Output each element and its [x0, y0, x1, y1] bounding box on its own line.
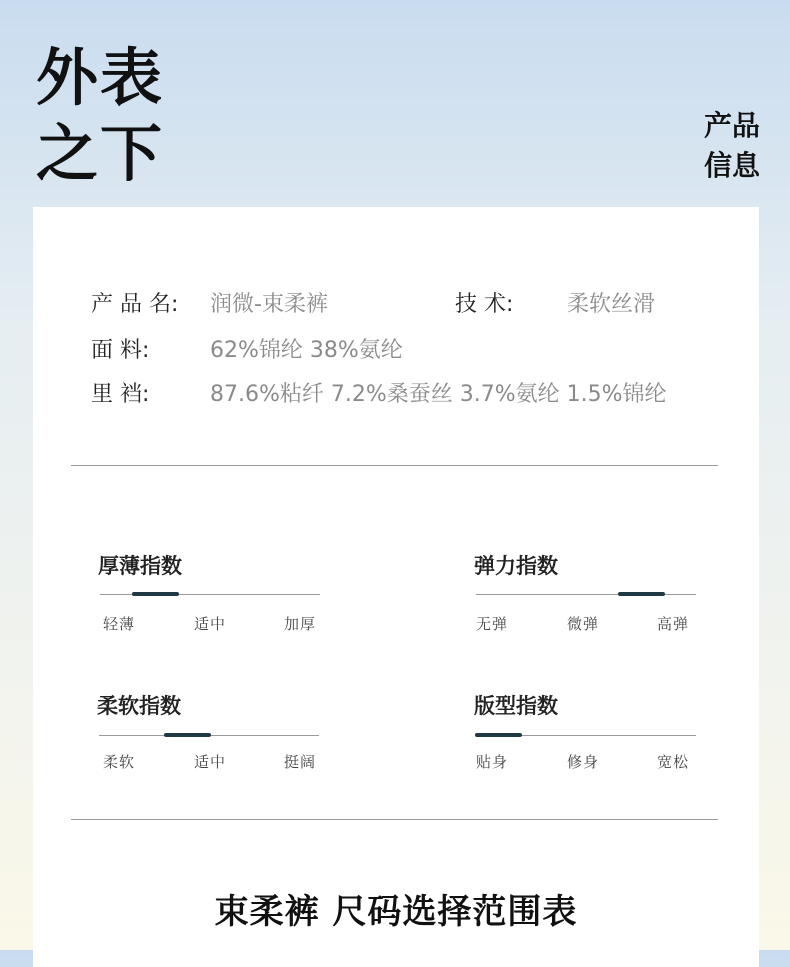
fit-index-marker — [475, 733, 522, 737]
divider-bottom — [71, 819, 718, 820]
softness-tick-medium: 适中 — [194, 753, 227, 771]
product-name-label: 产 品 名: — [91, 292, 179, 317]
softness-tick-crisp: 挺阔 — [284, 753, 317, 771]
softness-tick-soft: 柔软 — [103, 753, 136, 771]
elasticity-tick-none: 无弹 — [476, 615, 509, 633]
elasticity-index-marker — [618, 592, 665, 596]
thickness-tick-thin: 轻薄 — [103, 615, 136, 633]
elasticity-index-title: 弹力指数 — [474, 554, 558, 578]
fit-tick-slim: 修身 — [567, 753, 600, 771]
technology-value: 柔软丝滑 — [567, 292, 656, 317]
fabric-value: 62%锦纶 38%氨纶 — [210, 338, 403, 363]
thickness-index-marker — [132, 592, 179, 596]
size-table-title: 束柔裤 尺码选择范围表 — [214, 892, 578, 932]
elasticity-tick-slight: 微弹 — [567, 615, 600, 633]
fabric-label: 面 料: — [91, 338, 150, 363]
thickness-tick-thick: 加厚 — [284, 615, 317, 633]
fit-tick-loose: 宽松 — [657, 753, 690, 771]
product-info-heading-line-2: 信息 — [703, 149, 760, 182]
softness-index-title: 柔软指数 — [97, 694, 181, 718]
info-card — [33, 207, 759, 967]
fit-index-title: 版型指数 — [474, 694, 558, 718]
divider-top — [71, 465, 718, 466]
elasticity-index — [474, 550, 696, 650]
technology-label: 技 术: — [455, 292, 514, 317]
lining-label: 里 裆: — [91, 382, 150, 407]
product-name-value: 润微-束柔裤 — [210, 292, 328, 317]
softness-index-marker — [164, 733, 211, 737]
hero-title-line-1: 外表 — [36, 41, 165, 114]
product-info-heading-line-1: 产品 — [703, 109, 760, 142]
product-info-heading — [704, 106, 760, 186]
fit-tick-close: 贴身 — [476, 753, 509, 771]
hero-title — [36, 40, 164, 192]
thickness-index — [98, 550, 320, 650]
softness-index — [97, 690, 319, 790]
thickness-tick-medium: 适中 — [194, 615, 227, 633]
fit-index — [474, 690, 696, 790]
thickness-index-title: 厚薄指数 — [98, 554, 182, 578]
lining-value: 87.6%粘纤 7.2%桑蚕丝 3.7%氨纶 1.5%锦纶 — [210, 382, 667, 407]
hero-title-line-2: 之下 — [36, 117, 165, 190]
elasticity-tick-high: 高弹 — [657, 615, 690, 633]
